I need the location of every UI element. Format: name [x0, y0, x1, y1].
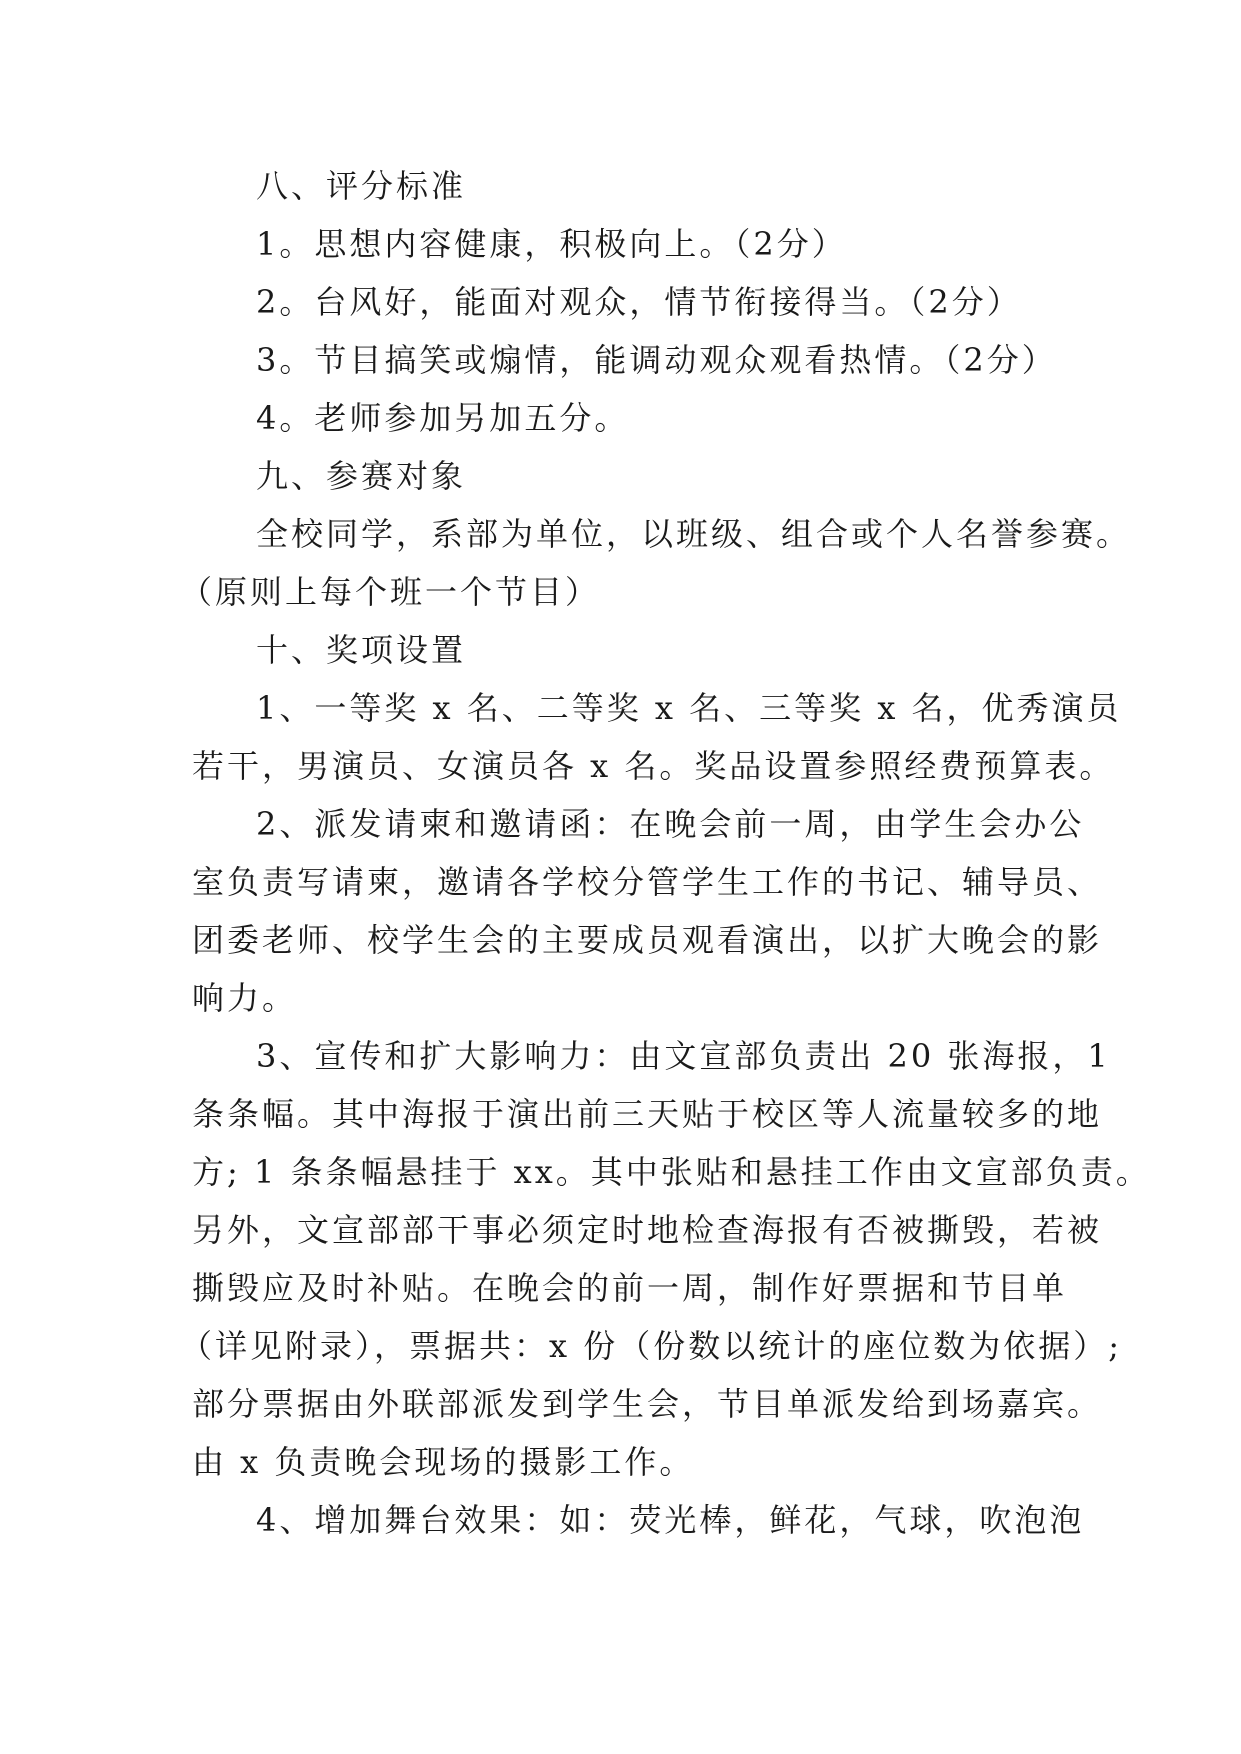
list-item: 1。思想内容健康，积极向上。（2分）: [256, 225, 847, 263]
paragraph-line: （原则上每个班一个节目）: [180, 573, 601, 611]
list-item: 2。台风好，能面对观众，情节衔接得当。（2分）: [256, 283, 1022, 321]
paragraph-line: 全校同学，系部为单位，以班级、组合或个人名誉参赛。: [256, 515, 1132, 553]
paragraph-line: 3、宣传和扩大影响力：由文宣部负责出 20 张海报，1: [256, 1037, 1111, 1075]
paragraph-line: 团委老师、校学生会的主要成员观看演出，以扩大晚会的影: [192, 921, 1103, 959]
paragraph-line: 方; 1 条条幅悬挂于 xx。其中张贴和悬挂工作由文宣部负责。: [192, 1153, 1151, 1191]
paragraph-line: 条条幅。其中海报于演出前三天贴于校区等人流量较多的地: [192, 1095, 1103, 1133]
paragraph-line: （详见附录），票据共：x 份（份数以统计的座位数为依据）;: [180, 1327, 1123, 1365]
paragraph-line: 1、一等奖 x 名、二等奖 x 名、三等奖 x 名，优秀演员: [256, 689, 1122, 727]
paragraph-line: 4、增加舞台效果：如：荧光棒，鲜花，气球，吹泡泡: [256, 1501, 1085, 1539]
paragraph-line: 2、派发请柬和邀请函：在晚会前一周，由学生会办公: [256, 805, 1085, 843]
list-item: 3。节目搞笑或煽情，能调动观众观看热情。（2分）: [256, 341, 1057, 379]
paragraph-line: 响力。: [192, 979, 298, 1017]
paragraph-line: 若干，男演员、女演员各 x 名。奖品设置参照经费预算表。: [192, 747, 1115, 785]
list-item: 4。老师参加另加五分。: [256, 399, 630, 437]
section-heading-scoring: 八、评分标准: [256, 167, 467, 205]
document-body: [180, 157, 1151, 1549]
section-heading-participants: 九、参赛对象: [256, 457, 467, 495]
section-heading-awards: 十、奖项设置: [256, 631, 467, 669]
paragraph-line: 室负责写请柬，邀请各学校分管学生工作的书记、辅导员、: [192, 863, 1103, 901]
paragraph-line: 由 x 负责晚会现场的摄影工作。: [192, 1443, 695, 1481]
paragraph-line: 部分票据由外联部派发到学生会，节目单派发给到场嘉宾。: [192, 1385, 1103, 1423]
paragraph-line: 另外，文宣部部干事必须定时地检查海报有否被撕毁，若被: [192, 1211, 1103, 1249]
paragraph-line: 撕毁应及时补贴。在晚会的前一周，制作好票据和节目单: [192, 1269, 1068, 1307]
